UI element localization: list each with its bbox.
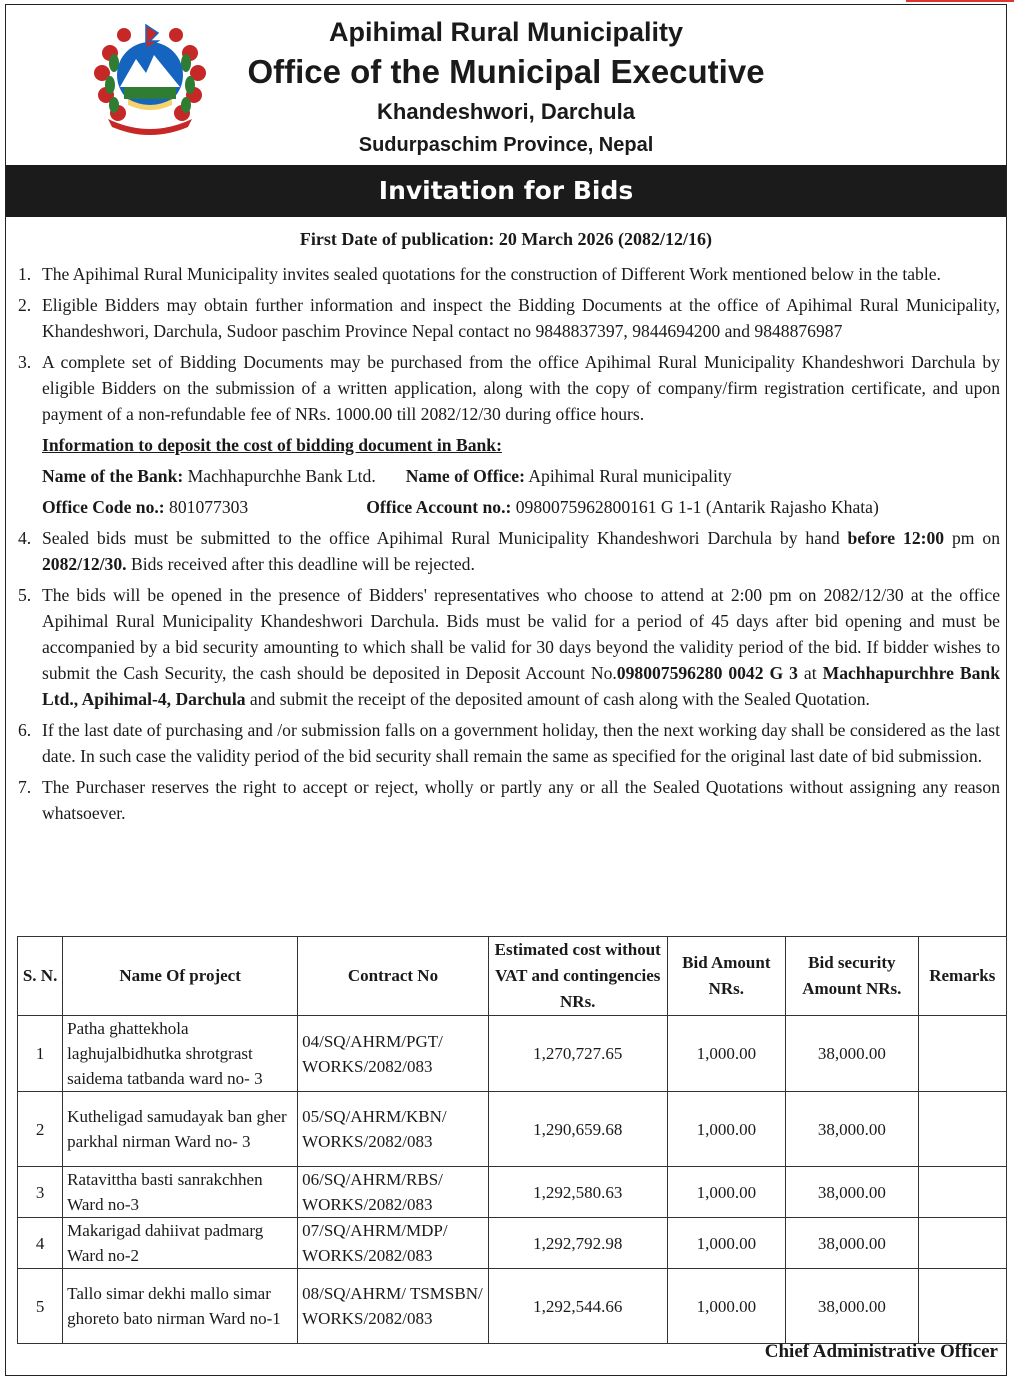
table-row bbox=[18, 1092, 1007, 1167]
office-code-value: 801077303 bbox=[164, 497, 249, 517]
projects-table bbox=[17, 936, 1007, 1344]
cell-name: Patha ghattekhola laghujalbidhutka shrotgrast saidema tatbanda ward no- 3 bbox=[63, 1016, 298, 1092]
header-security: Bid security Amount NRs. bbox=[786, 937, 919, 1016]
cell-name: Makarigad dahiivat padmarg Ward no-2 bbox=[63, 1218, 298, 1269]
office-account-value: 0980075962800161 G 1-1 (Antarik Rajasho Khata) bbox=[511, 497, 879, 517]
office-name: Office of the Municipal Executive bbox=[247, 53, 765, 90]
clause-3 bbox=[18, 349, 1000, 427]
province-country: Sudurpaschim Province, Nepal bbox=[358, 134, 654, 156]
header-name: Name Of project bbox=[63, 937, 298, 1016]
clause-text: Sealed bids must be submitted to the office Apihimal Rural Municipality Khandeshwori Darchula by hand before 12:00 pm on 2082/12/30. Bids received after this deadline will be rejected. bbox=[42, 528, 1001, 574]
header-estimate: Estimated cost without VAT and contingencies NRs. bbox=[488, 937, 667, 1016]
table-row bbox=[18, 1016, 1007, 1092]
cell-sn: 1 bbox=[18, 1016, 63, 1092]
cell-bid: 1,000.00 bbox=[667, 1167, 785, 1218]
table-row bbox=[18, 1218, 1007, 1269]
cell-bid: 1,000.00 bbox=[667, 1218, 785, 1269]
signatory-title: Chief Administrative Officer bbox=[764, 1341, 998, 1362]
cell-contract: 05/SQ/AHRM/KBN/ WORKS/2082/083 bbox=[298, 1092, 489, 1167]
cell-estimate: 1,270,727.65 bbox=[488, 1016, 667, 1092]
cell-remarks bbox=[918, 1016, 1006, 1092]
office-name-label: Name of Office: bbox=[405, 466, 525, 486]
clause-number: 3. bbox=[18, 352, 32, 372]
cell-remarks bbox=[918, 1269, 1006, 1344]
clause-number: 5. bbox=[18, 585, 32, 605]
clause-number: 7. bbox=[18, 777, 32, 797]
clause-7 bbox=[18, 774, 1000, 826]
clause-text: The Apihimal Rural Municipality invites sealed quotations for the construction of Different Work mentioned below in the table. bbox=[42, 264, 941, 284]
clause-number: 1. bbox=[18, 264, 32, 284]
table-header-row bbox=[18, 937, 1007, 1016]
cell-name: Ratavittha basti sanrakchhen Ward no-3 bbox=[63, 1167, 298, 1218]
clause-number: 2. bbox=[18, 295, 32, 315]
cell-security: 38,000.00 bbox=[786, 1016, 919, 1092]
table-row bbox=[18, 1269, 1007, 1344]
clause-text: The bids will be opened in the presence of Bidders' representatives who choose to attend at 2:00 pm on 2082/12/30 at the office Apihimal Rural Municipality Khandeshwori Darchula. Bids must be valid for a period of 45 days after bid opening and must be accompanied by a bid security amounting to which shall be valid for 30 days beyond the validity period of the bid. If bidder wishes to submit the Cash Security, the cash should be deposited in Deposit Account No.098007596280 0042 G 3 at Machhapurchhre Bank Ltd., Apihimal-4, Darchula and submit the receipt of the deposited amount of cash along with the Sealed Quotation. bbox=[42, 585, 1000, 709]
cell-sn: 3 bbox=[18, 1167, 63, 1218]
publication-date: First Date of publication: 20 March 2026 (2082/12/16) bbox=[299, 229, 713, 249]
cell-remarks bbox=[918, 1167, 1006, 1218]
cell-bid: 1,000.00 bbox=[667, 1269, 785, 1344]
bank-name-label: Name of the Bank: bbox=[42, 466, 184, 486]
top-accent-line bbox=[906, 0, 1014, 2]
header-contract: Contract No bbox=[298, 937, 489, 1016]
cell-contract: 04/SQ/AHRM/PGT/ WORKS/2082/083 bbox=[298, 1016, 489, 1092]
cell-estimate: 1,292,544.66 bbox=[488, 1269, 667, 1344]
cell-security: 38,000.00 bbox=[786, 1092, 919, 1167]
cell-name: Kutheligad samudayak ban gher parkhal nirman Ward no- 3 bbox=[63, 1092, 298, 1167]
header-sn: S. N. bbox=[18, 937, 63, 1016]
letterhead bbox=[6, 5, 1006, 163]
bank-info-row-1 bbox=[42, 463, 1000, 489]
bank-info-heading: Information to deposit the cost of bidding document in Bank: bbox=[42, 435, 502, 455]
cell-estimate: 1,292,580.63 bbox=[488, 1167, 667, 1218]
clause-5 bbox=[18, 582, 1000, 712]
header-bid: Bid Amount NRs. bbox=[667, 937, 785, 1016]
cell-security: 38,000.00 bbox=[786, 1167, 919, 1218]
cell-security: 38,000.00 bbox=[786, 1218, 919, 1269]
notice-body bbox=[18, 261, 1000, 831]
clause-2 bbox=[18, 292, 1000, 344]
cell-security: 38,000.00 bbox=[786, 1269, 919, 1344]
clause-text: A complete set of Bidding Documents may be purchased from the office Apihimal Rural Municipality Khandeshwori Darchula by eligible Bidders on the submission of a written application, along with the copy of company/firm registration certificate, and upon payment of a non-refundable fee of NRs. 1000.00 till 2082/12/30 during office hours. bbox=[42, 352, 1000, 424]
cell-estimate: 1,292,792.98 bbox=[488, 1218, 667, 1269]
clause-1 bbox=[18, 261, 1000, 287]
clause-number: 4. bbox=[18, 528, 32, 548]
office-location: Khandeshwori, Darchula bbox=[377, 99, 635, 124]
cell-sn: 4 bbox=[18, 1218, 63, 1269]
cell-contract: 08/SQ/AHRM/ TSMSBN/ WORKS/2082/083 bbox=[298, 1269, 489, 1344]
notice-frame bbox=[5, 4, 1007, 1376]
cell-contract: 06/SQ/AHRM/RBS/ WORKS/2082/083 bbox=[298, 1167, 489, 1218]
cell-remarks bbox=[918, 1218, 1006, 1269]
cell-sn: 5 bbox=[18, 1269, 63, 1344]
notice-title-banner: Invitation for Bids bbox=[6, 165, 1006, 217]
office-account-label: Office Account no.: bbox=[366, 497, 512, 517]
municipality-name: Apihimal Rural Municipality bbox=[328, 17, 684, 47]
cell-name: Tallo simar dekhi mallo simar ghoreto bato nirman Ward no-1 bbox=[63, 1269, 298, 1344]
cell-remarks bbox=[918, 1092, 1006, 1167]
clause-text: The Purchaser reserves the right to accept or reject, wholly or partly any or all the Sealed Quotations without assigning any reason whatsoever. bbox=[42, 777, 1000, 823]
bank-name-value: Machhapurchhe Bank Ltd. bbox=[183, 466, 376, 486]
cell-bid: 1,000.00 bbox=[667, 1092, 785, 1167]
office-code-label: Office Code no.: bbox=[42, 497, 165, 517]
table-row bbox=[18, 1167, 1007, 1218]
clause-4 bbox=[18, 525, 1000, 577]
header-remarks: Remarks bbox=[918, 937, 1006, 1016]
clause-text: If the last date of purchasing and /or submission falls on a government holiday, then the next working day shall be considered as the last date. In such case the validity period of the bid security shall remain the same as specified for the original last date of bid submission. bbox=[42, 720, 1000, 766]
clause-text: Eligible Bidders may obtain further information and inspect the Bidding Documents at the office of Apihimal Rural Municipality, Khandeshwori, Darchula, Sudoor paschim Province Nepal contact no 9848837397, 9844694200 and 9848876987 bbox=[42, 295, 1000, 341]
cell-bid: 1,000.00 bbox=[667, 1016, 785, 1092]
cell-sn: 2 bbox=[18, 1092, 63, 1167]
clause-number: 6. bbox=[18, 720, 32, 740]
cell-contract: 07/SQ/AHRM/MDP/ WORKS/2082/083 bbox=[298, 1218, 489, 1269]
cell-estimate: 1,290,659.68 bbox=[488, 1092, 667, 1167]
clause-6 bbox=[18, 717, 1000, 769]
bank-info-row-2 bbox=[42, 494, 1000, 520]
office-name-value: Apihimal Rural municipality bbox=[524, 466, 732, 486]
